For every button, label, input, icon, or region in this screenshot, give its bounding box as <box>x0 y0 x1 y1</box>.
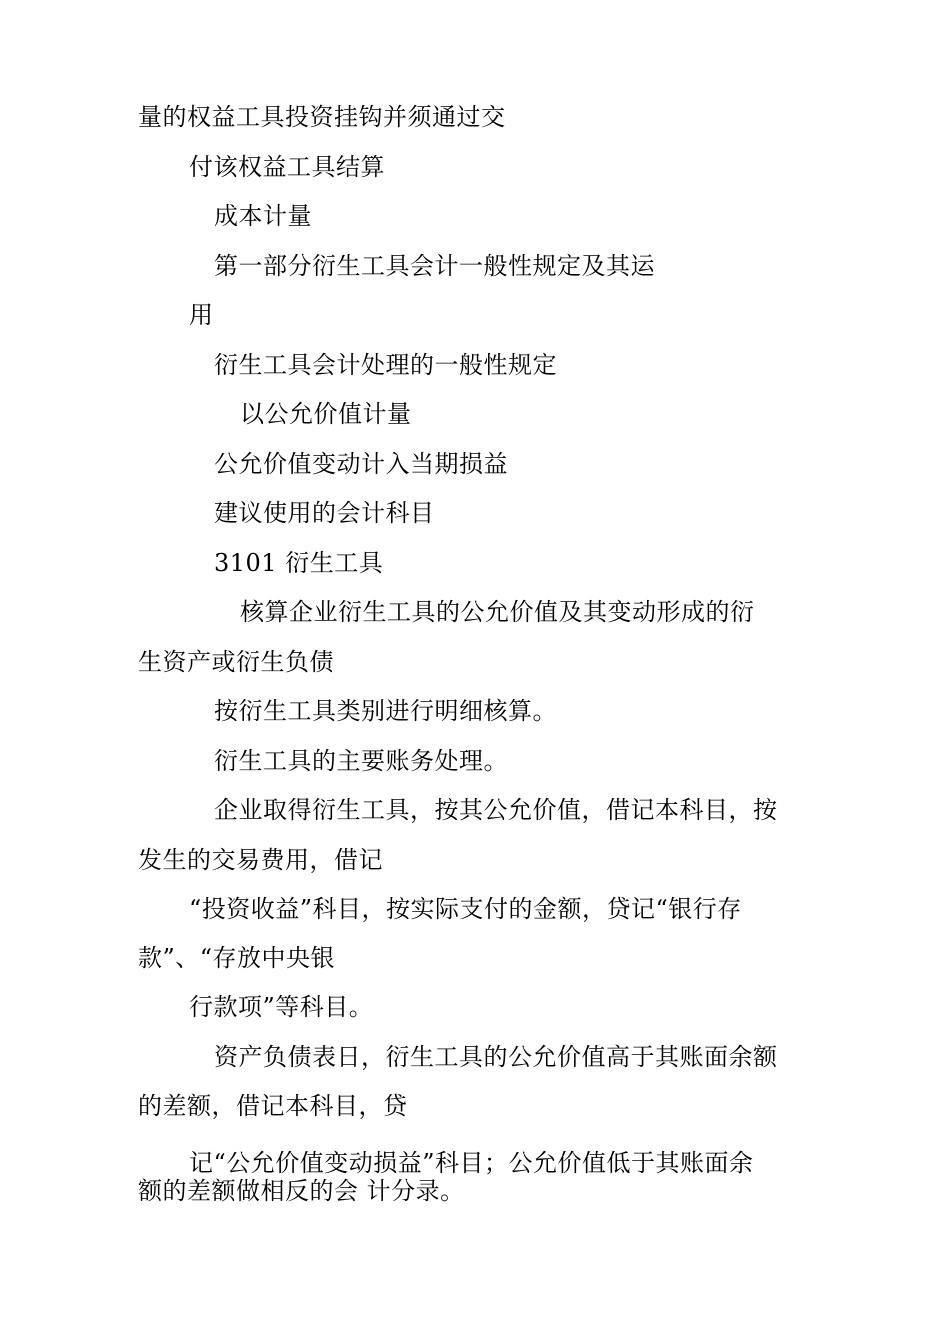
text-line: 成本计量 <box>214 202 312 230</box>
text-line: 生资产或衍生负债 <box>138 648 334 676</box>
text-line: 记“公允价值变动损益”科目；公允价值低于其账面余 <box>189 1149 754 1177</box>
text-line: “投资收益”科目，按实际支付的金额，贷记“银行存 <box>189 895 742 923</box>
text-line: 量的权益工具投资挂钩并须通过交 <box>138 103 506 131</box>
account-code-line: 3101 衍生工具 <box>214 549 384 577</box>
text-line: 建议使用的会计科目 <box>214 499 435 527</box>
subsection-heading: 衍生工具会计处理的一般性规定 <box>214 351 557 379</box>
text-line: 企业取得衍生工具，按其公允价值，借记本科目，按 <box>214 796 778 824</box>
text-line: 资产负债表日，衍生工具的公允价值高于其账面余额 <box>214 1043 778 1071</box>
section-heading: 第一部分衍生工具会计一般性规定及其运 <box>214 252 655 280</box>
text-line: 额的差额做相反的会 计分录。 <box>138 1177 465 1205</box>
text-line: 核算企业衍生工具的公允价值及其变动形成的衍 <box>240 598 755 626</box>
text-line: 按衍生工具类别进行明细核算。 <box>214 697 557 725</box>
text-line: 公允价值变动计入当期损益 <box>214 450 508 478</box>
text-line: 的差额，借记本科目，贷 <box>138 1092 408 1120</box>
text-line: 用 <box>189 301 214 329</box>
text-line: 付该权益工具结算 <box>189 153 385 181</box>
text-line: 行款项”等科目。 <box>189 993 374 1021</box>
text-line: 款”、“存放中央银 <box>138 944 336 972</box>
text-line: 以公允价值计量 <box>240 400 412 428</box>
text-line: 发生的交易费用，借记 <box>138 846 383 874</box>
text-line: 衍生工具的主要账务处理。 <box>214 747 508 775</box>
